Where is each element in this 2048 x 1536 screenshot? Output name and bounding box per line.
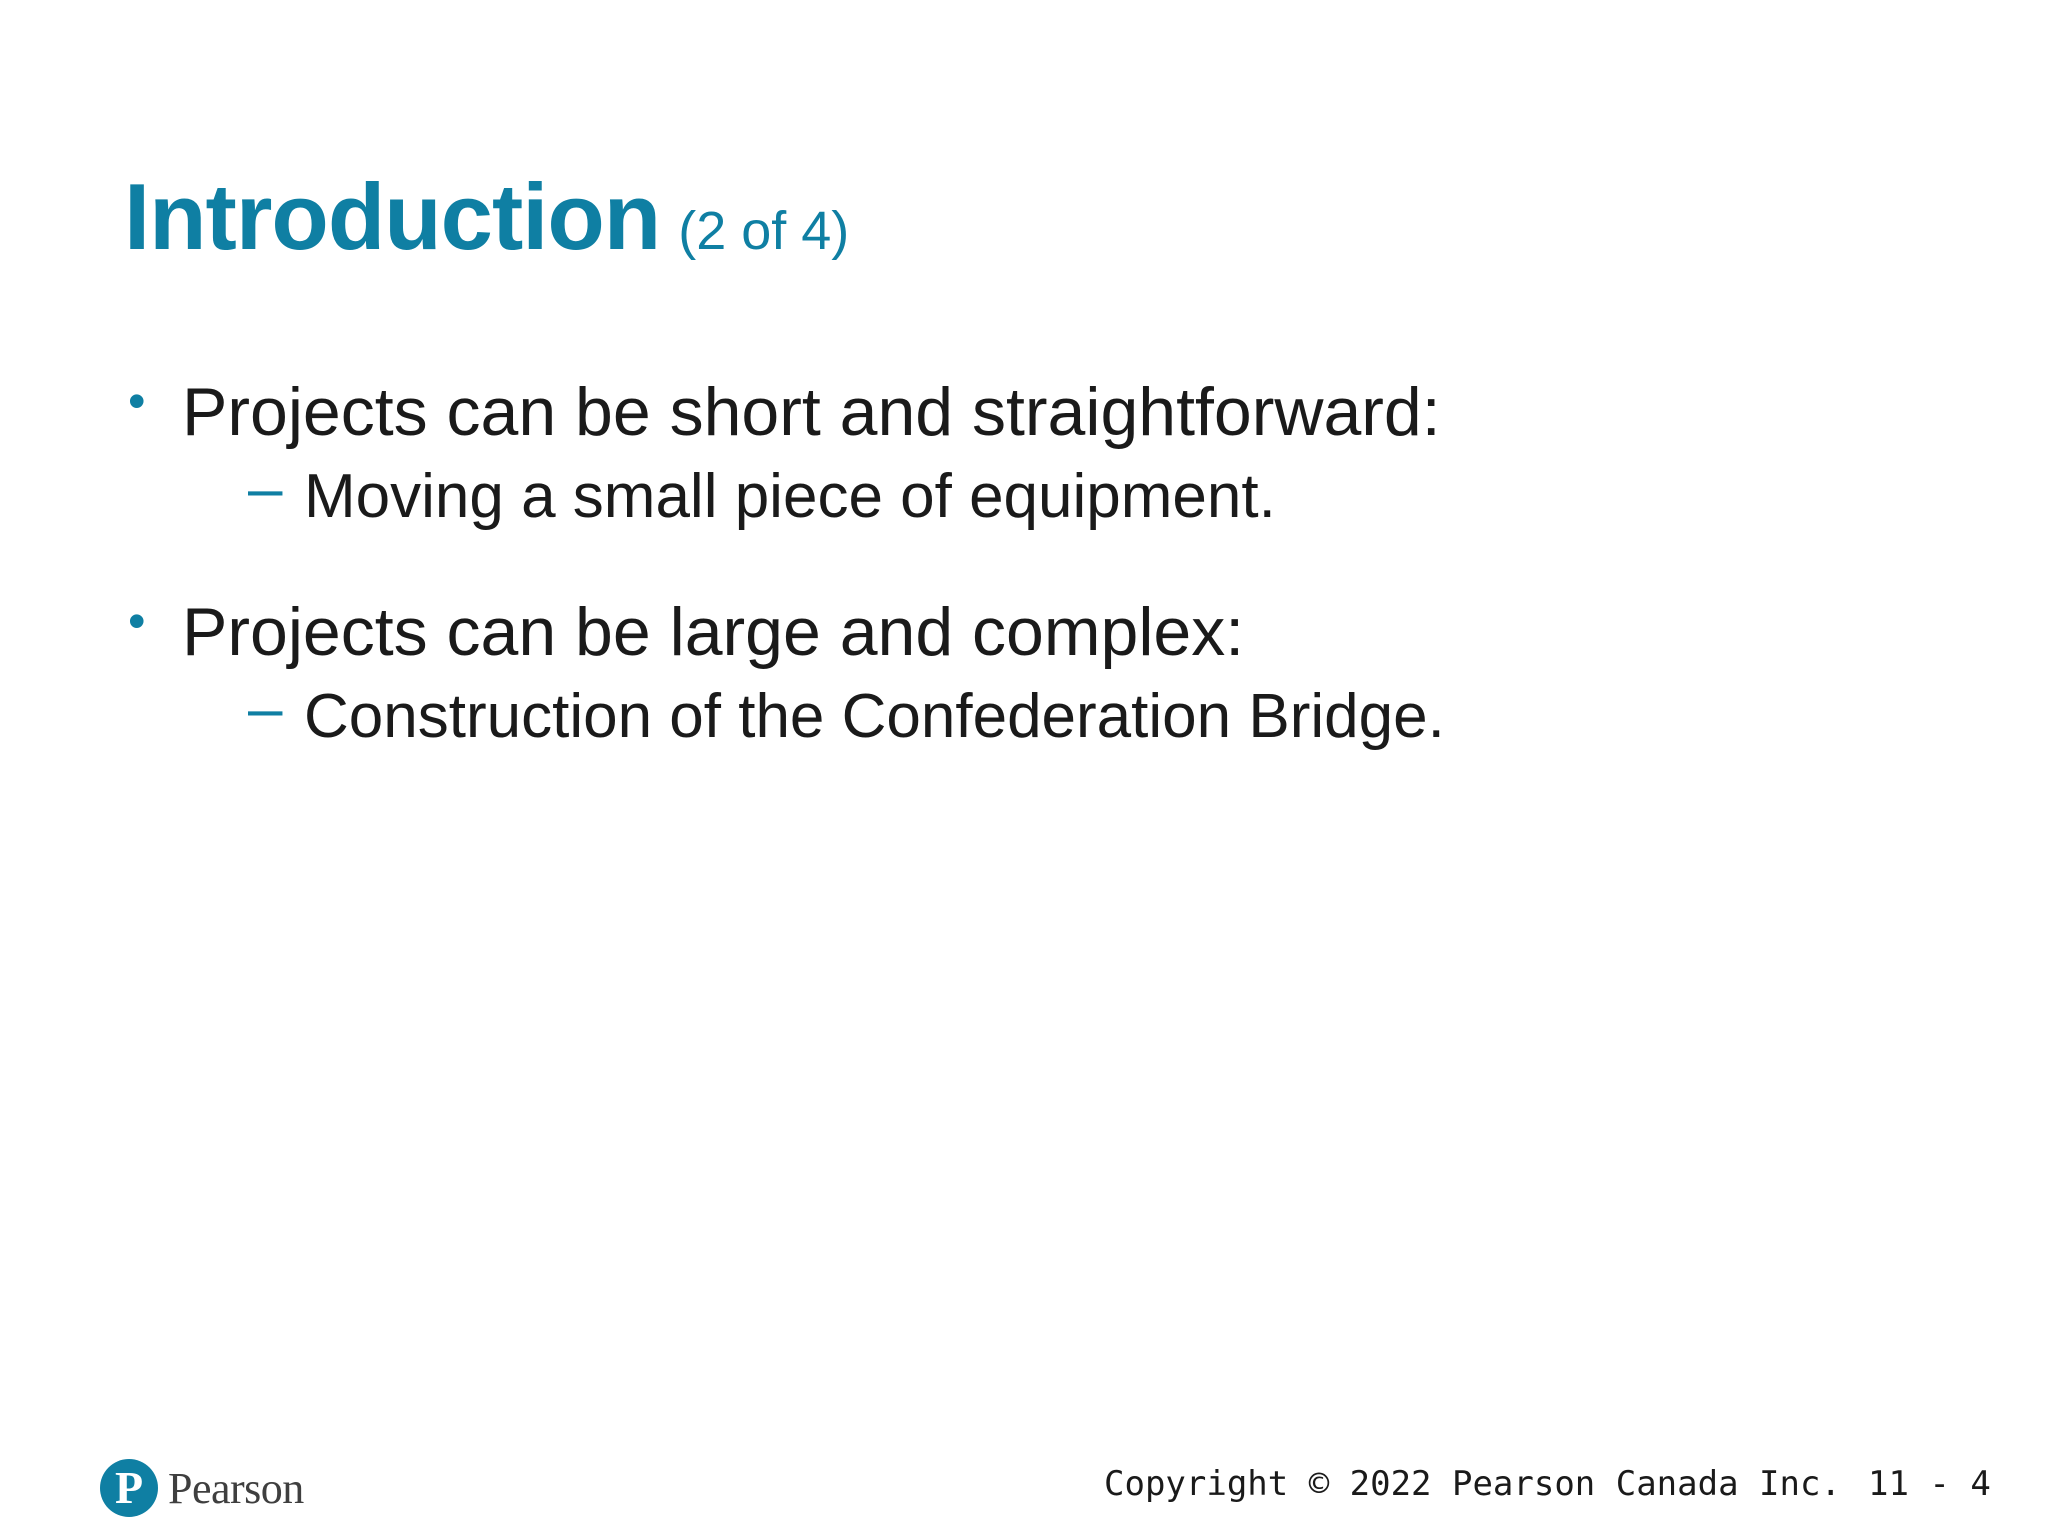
bullet-dot-icon: • xyxy=(128,373,146,429)
bullet-text: Projects can be short and straightforward: xyxy=(182,374,1441,450)
bullet-text: Projects can be large and complex: xyxy=(182,594,1245,670)
slide-title-suffix: (2 of 4) xyxy=(678,201,850,261)
dash-icon: – xyxy=(248,674,283,743)
logo-wordmark: Pearson xyxy=(168,1463,304,1513)
logo-letter: P xyxy=(114,1462,144,1513)
bullet-item xyxy=(124,593,1924,686)
bullet-item xyxy=(124,373,1924,466)
sub-bullet-text: Moving a small piece of equipment. xyxy=(304,462,1276,531)
sub-bullet-item xyxy=(124,674,1924,766)
slide-title xyxy=(124,164,850,269)
bullet-dot-icon: • xyxy=(128,593,146,649)
page-number: 11 - 4 xyxy=(1868,1464,1991,1504)
slide-title-main: Introduction xyxy=(124,164,661,269)
copyright-text: Copyright © 2022 Pearson Canada Inc. xyxy=(1104,1464,1841,1504)
dash-icon: – xyxy=(248,454,283,523)
slide-content xyxy=(124,373,1924,766)
pearson-logo xyxy=(100,1456,304,1520)
sub-bullet-text: Construction of the Confederation Bridge. xyxy=(304,682,1445,751)
sub-bullet-item xyxy=(124,454,1924,546)
pearson-logo-icon xyxy=(100,1459,158,1517)
